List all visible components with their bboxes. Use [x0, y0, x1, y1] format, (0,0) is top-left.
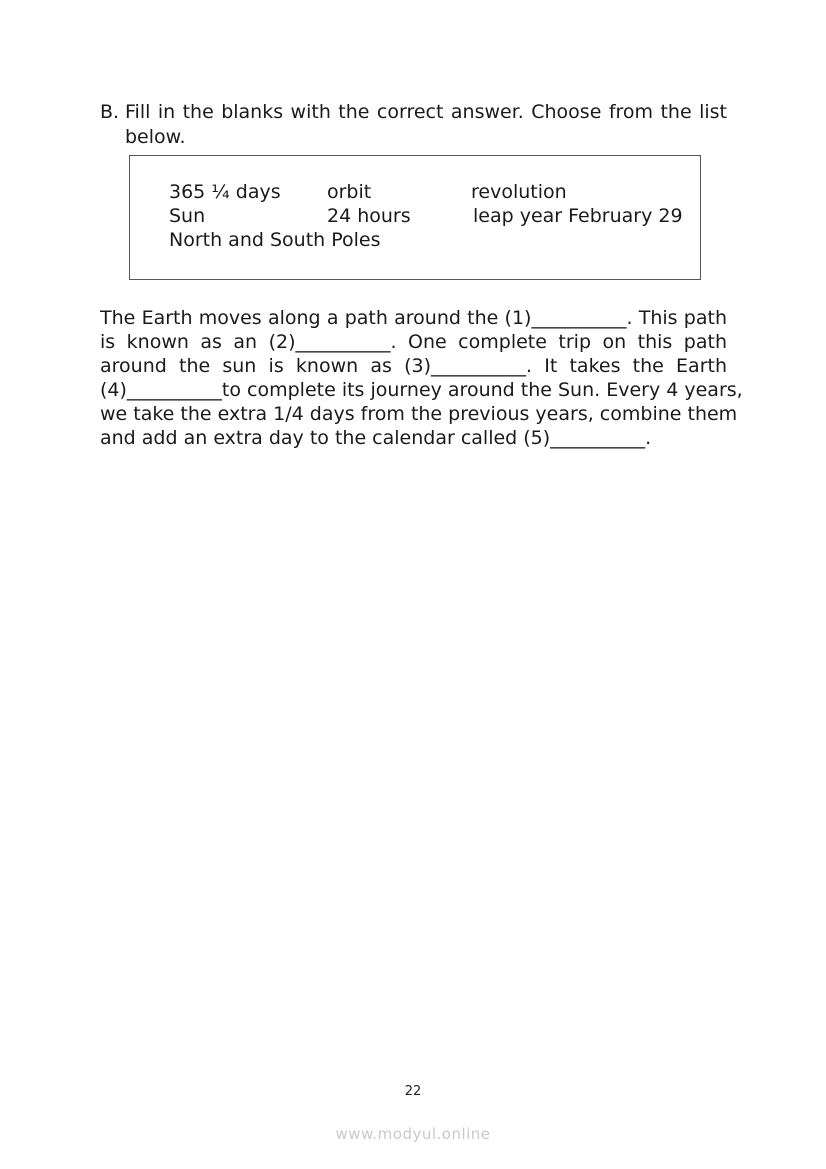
instruction-text: Fill in the blanks with the correct answer. Choose from the list below. — [125, 101, 727, 148]
paragraph-line: we take the extra 1/4 days from the previous years, combine them — [100, 403, 738, 425]
word-bank-item: 365 ¼ days — [169, 181, 281, 203]
word-bank-item: revolution — [471, 181, 567, 203]
word-bank-item: Sun — [169, 205, 206, 227]
paragraph-line: (4)__________to complete its journey around the Sun. Every 4 years, — [100, 379, 743, 401]
fill-in-paragraph — [100, 306, 743, 450]
paragraph-line: and add an extra day to the calendar called (5)__________. — [100, 427, 652, 449]
page-number: 22 — [404, 1084, 422, 1099]
watermark: www.modyul.online — [335, 1125, 491, 1143]
word-bank-item: leap year February 29 — [473, 205, 683, 227]
word-bank-item: orbit — [327, 181, 372, 203]
word-bank-item: 24 hours — [327, 205, 411, 227]
word-bank-box — [129, 155, 701, 280]
paragraph-line: The Earth moves along a path around the (1)__________. This path — [100, 307, 727, 329]
instruction — [100, 100, 727, 150]
paragraph-line: is known as an (2)__________. One complete trip on this path — [100, 331, 727, 353]
word-bank-item: North and South Poles — [169, 229, 381, 251]
paragraph-line: around the sun is known as (3)__________. It takes the Earth — [100, 355, 727, 377]
section-letter: B. — [100, 101, 120, 123]
